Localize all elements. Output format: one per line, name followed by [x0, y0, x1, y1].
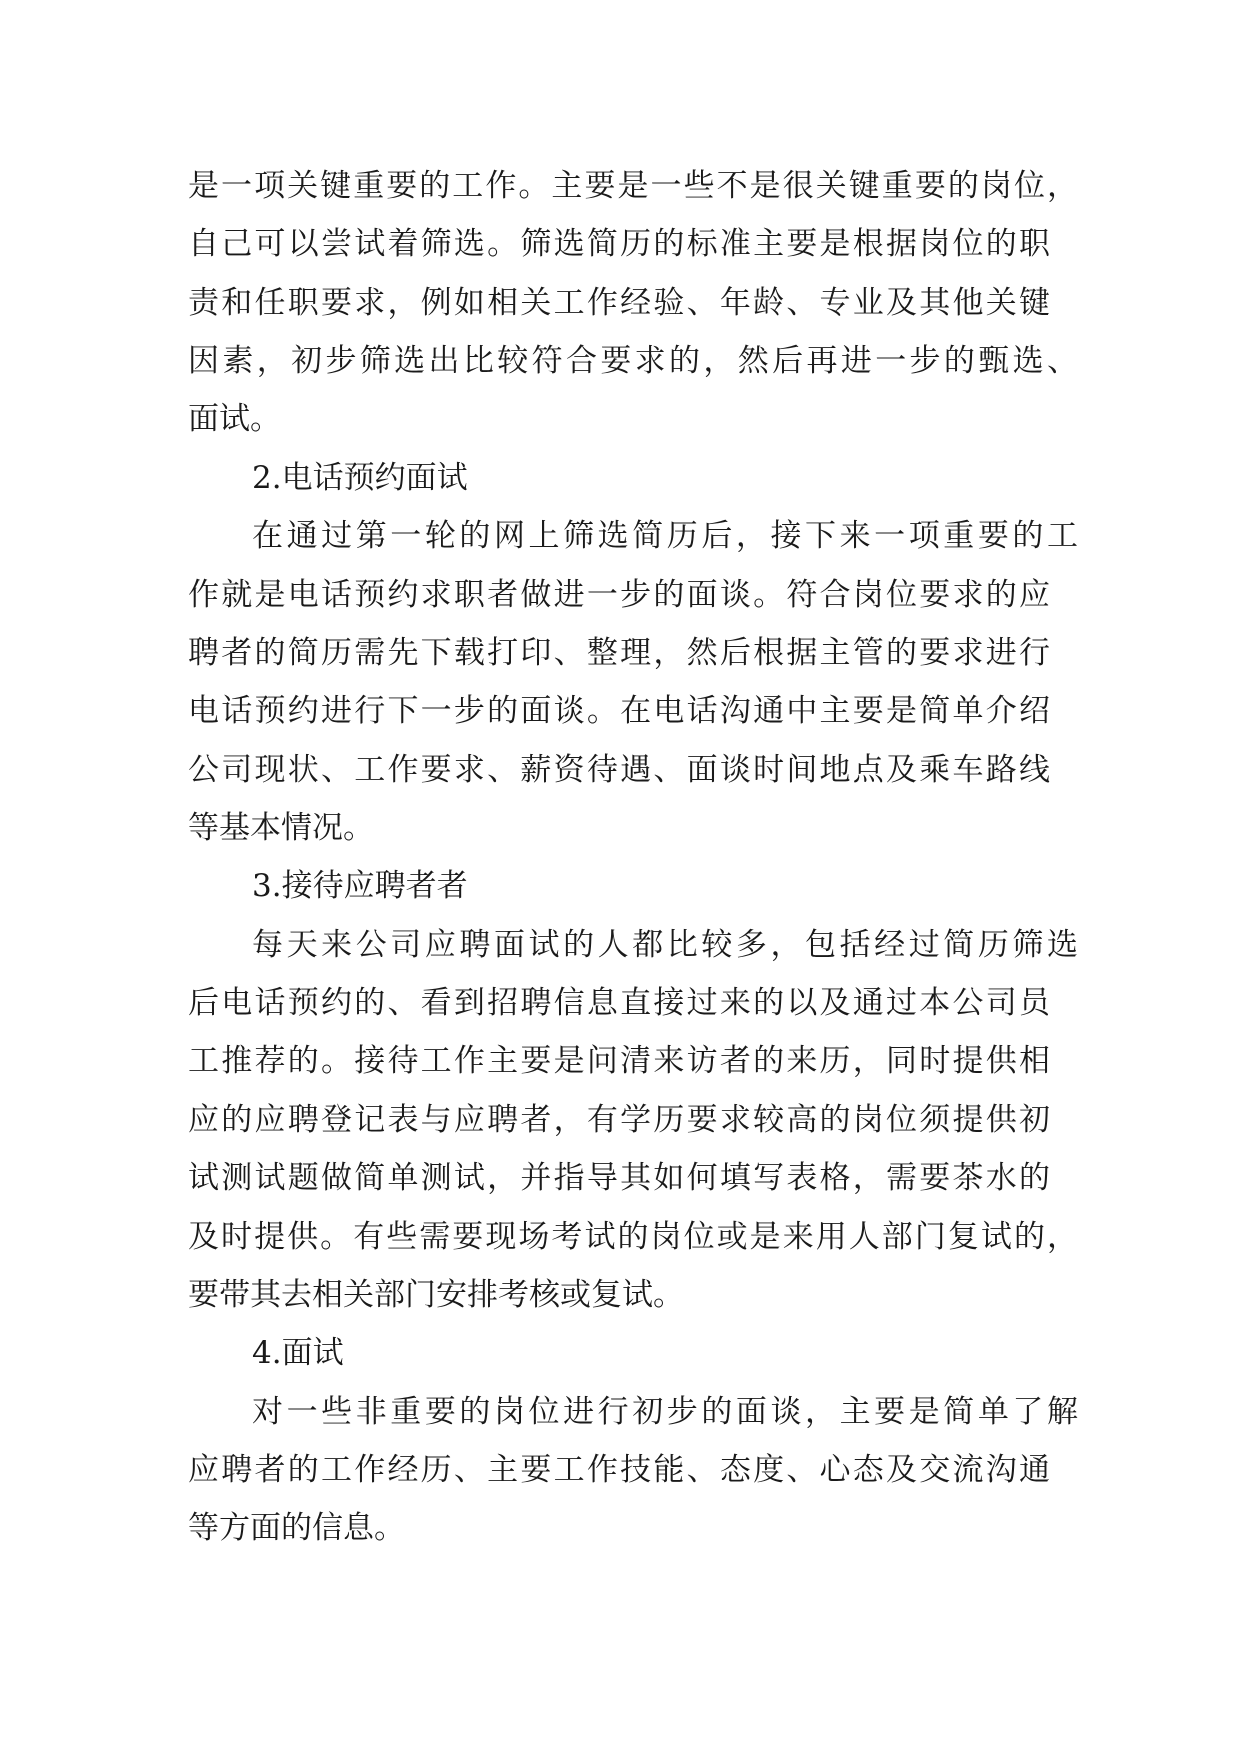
paragraph-3-line-6: 及时提供。有些需要现场考试的岗位或是来用人部门复试的，: [188, 1219, 1078, 1255]
paragraph-2-line-5: 公司现状、工作要求、薪资待遇、面谈时间地点及乘车路线: [188, 752, 1050, 788]
paragraph-2-line-3: 聘者的简历需先下载打印、整理，然后根据主管的要求进行: [188, 635, 1050, 671]
paragraph-3-line-5: 试测试题做简单测试，并指导其如何填写表格，需要茶水的: [188, 1160, 1050, 1196]
paragraph-4-line-1: 对一些非重要的岗位进行初步的面谈，主要是简单了解: [252, 1394, 1078, 1430]
paragraph-1-line-3: 责和任职要求，例如相关工作经验、年龄、专业及其他关键: [188, 285, 1050, 321]
paragraph-1-line-2: 自己可以尝试着筛选。筛选简历的标准主要是根据岗位的职: [188, 226, 1050, 262]
paragraph-3-line-3: 工推荐的。接待工作主要是问清来访者的来历，同时提供相: [188, 1043, 1050, 1079]
section-heading-4: 4.面试: [252, 1335, 344, 1371]
paragraph-1-line-1: 是一项关键重要的工作。主要是一些不是很关键重要的岗位，: [188, 168, 1078, 204]
paragraph-3-line-4: 应的应聘登记表与应聘者，有学历要求较高的岗位须提供初: [188, 1102, 1050, 1138]
section-heading-3: 3.接待应聘者者: [252, 868, 468, 904]
paragraph-2-line-2: 作就是电话预约求职者做进一步的面谈。符合岗位要求的应: [188, 577, 1050, 613]
paragraph-1-line-5: 面试。: [188, 401, 281, 437]
paragraph-2-line-1: 在通过第一轮的网上筛选简历后，接下来一项重要的工: [252, 518, 1078, 554]
paragraph-3-line-2: 后电话预约的、看到招聘信息直接过来的以及通过本公司员: [188, 985, 1050, 1021]
paragraph-3-line-7: 要带其去相关部门安排考核或复试。: [188, 1277, 684, 1313]
paragraph-4-line-3: 等方面的信息。: [188, 1510, 405, 1546]
paragraph-4-line-2: 应聘者的工作经历、主要工作技能、态度、心态及交流沟通: [188, 1452, 1050, 1488]
paragraph-2-line-4: 电话预约进行下一步的面谈。在电话沟通中主要是简单介绍: [188, 693, 1050, 729]
paragraph-1-line-4: 因素，初步筛选出比较符合要求的，然后再进一步的甄选、: [188, 343, 1078, 379]
section-heading-2: 2.电话预约面试: [252, 460, 468, 496]
paragraph-2-line-6: 等基本情况。: [188, 810, 374, 846]
paragraph-3-line-1: 每天来公司应聘面试的人都比较多，包括经过简历筛选: [252, 927, 1078, 963]
